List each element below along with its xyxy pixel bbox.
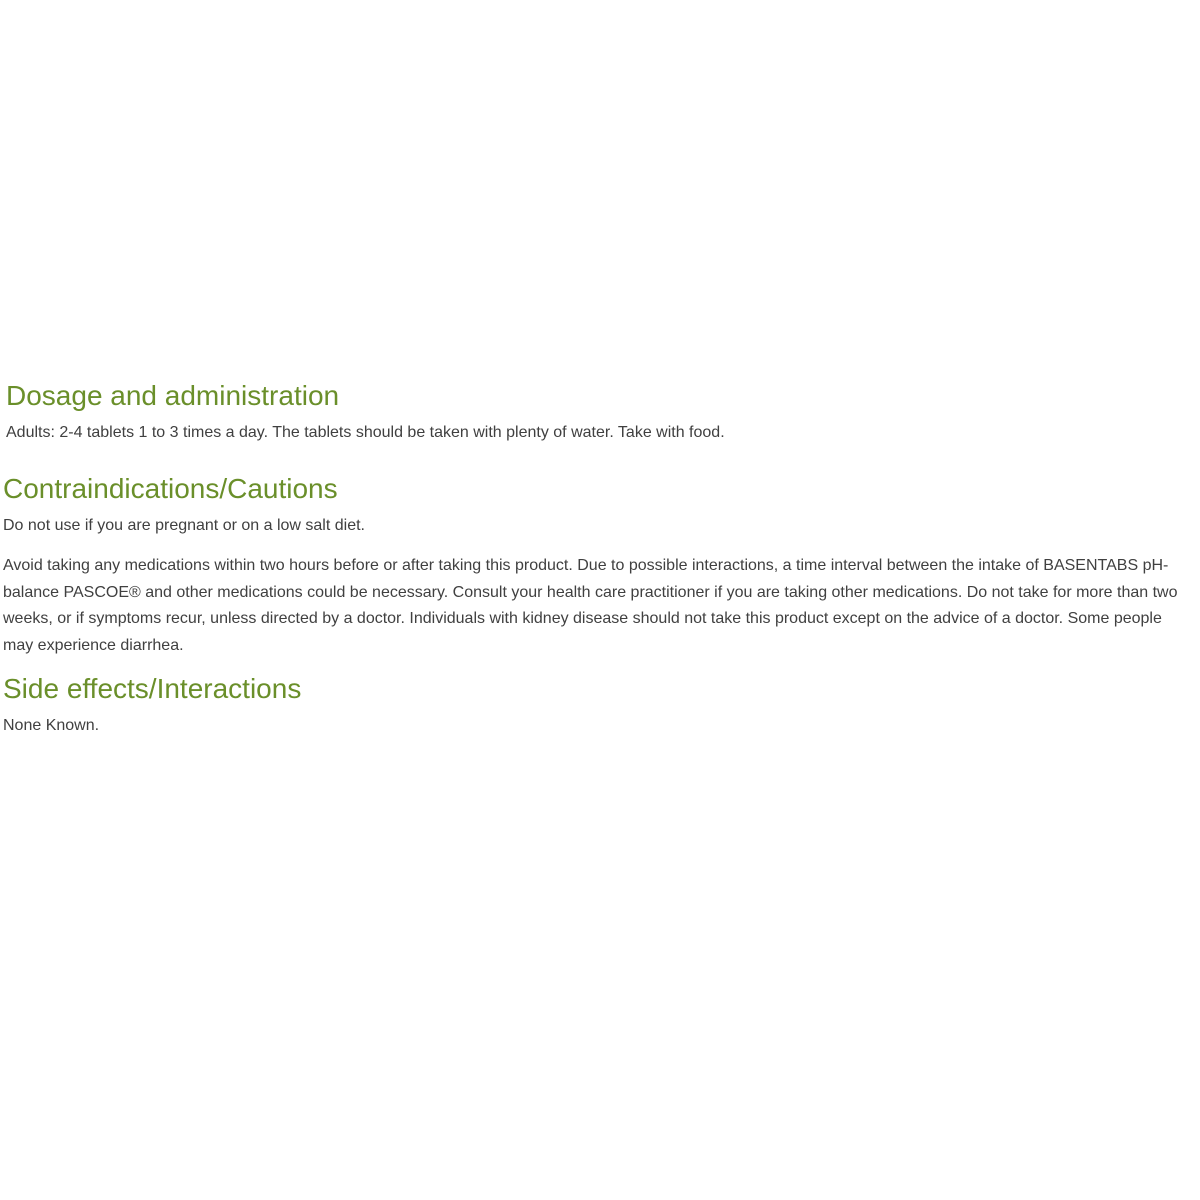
- dosage-heading: Dosage and administration: [6, 380, 340, 411]
- product-info-content: [0, 378, 1196, 740]
- side-effects-heading: Side effects/Interactions: [3, 673, 302, 704]
- contraindications-heading: Contraindications/Cautions: [3, 472, 338, 504]
- contraindications-text-2: Avoid taking any medications within two hours before or after taking this product. Due to possible interactions, a time interval between the intake of BASENTABS pH-balance PASCOE® and other medications could be necessary. Consult your health care practitioner if you are taking other medications. Do not take for more than two weeks, or if symptoms recur, unless directed by a doctor. Individuals with kidney disease should not take this product except on the advice of a doctor. Some people may experience diarrhea.: [3, 557, 1178, 654]
- contraindications-text-1: Do not use if you are pregnant or on a low salt diet.: [3, 516, 365, 534]
- dosage-text: Adults: 2-4 tablets 1 to 3 times a day. The tablets should be taken with plenty of water. Take with food.: [6, 424, 725, 441]
- side-effects-text: None Known.: [3, 717, 100, 734]
